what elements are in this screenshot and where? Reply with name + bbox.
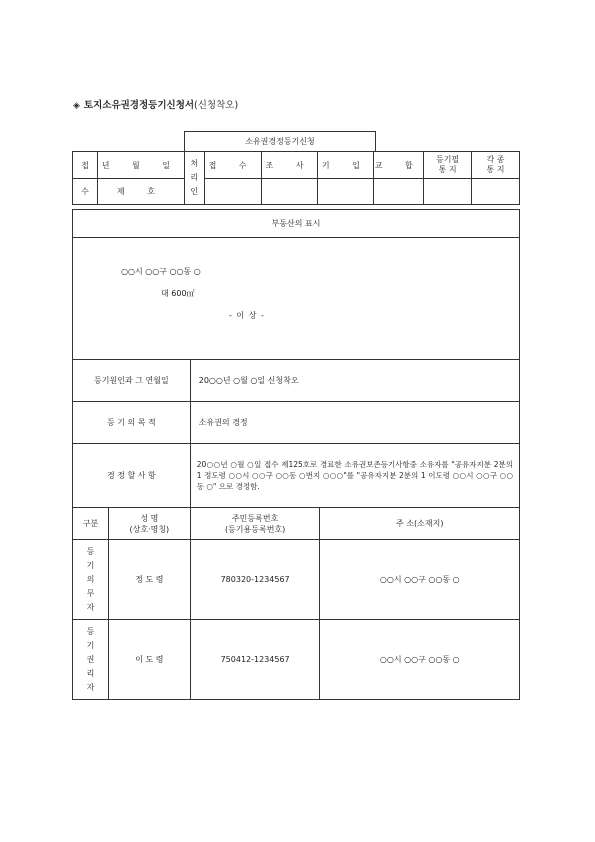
- cause-value: 20○○년 ○월 ○일 신청착오: [190, 360, 519, 402]
- date-label: 년 월 일: [97, 152, 184, 179]
- empty-cell: [261, 179, 318, 205]
- cause-label: 등기원인과 그 연월일: [73, 360, 191, 402]
- empty-cell: [318, 179, 374, 205]
- right-holder-id: 750412-1234567: [190, 620, 320, 700]
- empty-cell: [204, 179, 261, 205]
- name-header: 성 명 (상호·명칭): [108, 508, 190, 540]
- col-jeopsu: 접 수: [204, 152, 261, 179]
- property-address: ○○시 ○○구 ○○동 ○: [121, 267, 201, 276]
- property-end: - 이 상 -: [229, 311, 265, 320]
- matter-value: 20○○년 ○월 ○일 접수 제125호로 경료한 소유권보존등기사항중 소유자를 "공유자지분 2분의 1 정도령 ○○시 ○○구 ○○동 ○번지 ○○○"를 "공유자지분 2분의 1 이도령 ○○시 ○○구 ○○동 ○" 으로 경정함.: [190, 444, 519, 508]
- su-cell: 수: [73, 179, 98, 205]
- right-holder-address: ○○시 ○○구 ○○동 ○: [320, 620, 520, 700]
- col-josa: 조 사: [261, 152, 318, 179]
- title-sub: (신청착오): [194, 100, 239, 111]
- empty-cell: [424, 179, 472, 205]
- header-box-label: 소유권경정등기신청: [185, 132, 376, 152]
- col-registration-notice: 등기필 통 지: [424, 152, 472, 179]
- gubun-header: 구분: [73, 508, 109, 540]
- obligor-address: ○○시 ○○구 ○○동 ○: [320, 540, 520, 620]
- matter-label: 경 정 할 사 항: [73, 444, 191, 508]
- col-various-notice: 각 종 통 지: [472, 152, 520, 179]
- number-label: 제 호: [97, 179, 184, 205]
- header-box-table: [184, 131, 376, 152]
- property-area: 대 600㎡: [161, 289, 195, 298]
- property-description: [73, 238, 520, 360]
- purpose-value: 소유권의 경정: [190, 402, 519, 444]
- diamond-bullet-icon: ◈: [73, 101, 80, 111]
- receipt-table: [72, 151, 520, 205]
- empty-cell: [472, 179, 520, 205]
- obligor-name: 정 도 령: [108, 540, 190, 620]
- right-holder-role: 등 기 권 리 자: [73, 620, 109, 700]
- address-header: 주 소(소재지): [320, 508, 520, 540]
- empty-cell: [374, 179, 424, 205]
- jeop-cell: 접: [73, 152, 98, 179]
- title-main: 토지소유권경정등기신청서: [83, 100, 195, 111]
- obligor-role: 등 기 의 무 자: [73, 540, 109, 620]
- purpose-label: 등 기 의 목 적: [73, 402, 191, 444]
- cheoriin-cell: 처 리 인: [184, 152, 204, 205]
- document-title: [73, 97, 238, 111]
- obligor-id: 780320-1234567: [190, 540, 320, 620]
- id-header: 주민등록번호 (등기용등록번호): [190, 508, 320, 540]
- property-section-title: 부동산의 표시: [73, 210, 520, 238]
- application-table: [72, 209, 520, 700]
- right-holder-name: 이 도 령: [108, 620, 190, 700]
- col-gyohap: 교 합: [374, 152, 424, 179]
- col-giip: 기 입: [318, 152, 374, 179]
